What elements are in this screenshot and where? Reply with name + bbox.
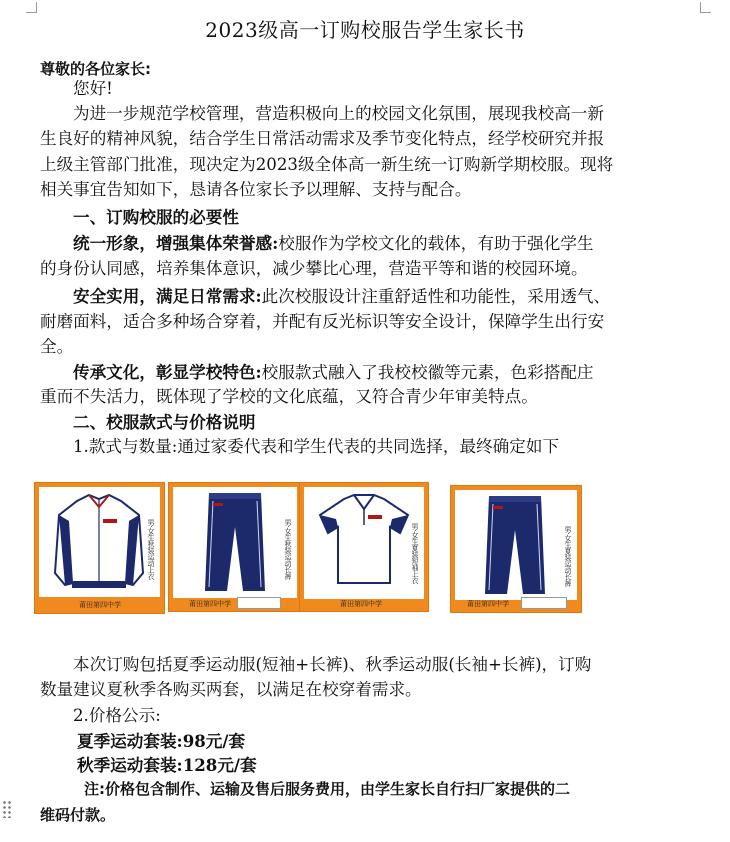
paragraph-line [73,283,610,310]
paragraph-line: 的身份认同感，培养集体意识，减少攀比心理，营造平等和谐的校园环境。 [40,259,588,278]
figure-image-area [304,487,424,599]
paragraph-lead: 统一形象，增强集体荣誉感: [73,233,279,253]
order-line: 数量建议夏秋季各购买两套，以满足在校穿着需求。 [40,680,422,699]
intro-line: 相关事宜告知如下，恳请各位家长予以理解、支持与配合。 [40,180,472,199]
blank-field [237,597,281,609]
greeting: 尊敬的各位家长: [40,60,151,78]
figure-school-label: 莆田第四中学 [189,600,231,608]
section-heading: 二、校服款式与价格说明 [73,412,256,432]
paragraph-text: 此次校服设计注重舒适性和功能性，采用透气、 [261,287,611,306]
paragraph-lead: 传承文化，彰显学校特色: [73,362,262,382]
figure-pants-summer [450,485,582,613]
section-heading: 一、订购校服的必要性 [73,207,239,227]
figure-school-label: 莆田第四中学 [79,601,121,609]
paragraph-line: 重而不失活力，既体现了学校的文化底蕴，又符合青少年审美特点。 [40,387,538,406]
paragraph-text: 校服款式融入了我校校徽等元素，色彩搭配庄 [261,363,594,382]
figure-jacket [34,482,165,614]
figure-side-label: 男·女生夏装短袖上衣 [411,523,419,584]
paragraph-line: 耐磨面料，适合多种场合穿着，并配有反光标识等安全设计，保障学生出行安 [40,312,605,331]
pants-illustration [455,490,577,600]
order-line: 本次订购包括夏季运动服(短袖+长裤)、秋季运动服(长袖+长裤)，订购 [73,655,592,674]
figure-polo [299,482,429,612]
list-item: 1.款式与数量:通过家委代表和学生代表的共同选择，最终确定如下 [73,437,560,456]
paragraph-text: 校服作为学校文化的载体，有助于强化学生 [278,234,594,253]
pants-illustration [173,487,297,598]
figure-side-label: 男·女生夏装运动长裤 [564,526,572,587]
paragraph-line [73,359,594,386]
page-corner-mark-left [26,2,37,13]
figure-image-area [39,487,160,597]
list-item: 2.价格公示: [73,706,161,725]
intro-line: 生良好的精神风貌，结合学生日常活动需求及季节变化特点，经学校研究并报 [40,129,605,148]
jacket-illustration [39,487,160,597]
figure-school-label: 莆田第四中学 [467,600,509,608]
paragraph-line [73,230,594,257]
intro-line: 上级主管部门批准，现决定为2023级全体高一新生统一订购新学期校服。现将 [40,155,614,174]
note-line: 维码付款。 [40,806,116,824]
figure-image-area [455,490,577,600]
drag-handle-icon[interactable] [2,800,12,818]
uniform-figures [34,482,594,614]
salutation: 您好! [73,79,113,98]
figure-school-label: 莆田第四中学 [340,600,382,608]
polo-illustration [304,487,424,599]
price-autumn: 秋季运动套装:128元/套 [77,755,257,775]
document-title: 2023级高一订购校服告学生家长书 [205,18,525,42]
figure-image-area [173,487,297,598]
intro-line: 为进一步规范学校管理，营造积极向上的校园文化氛围，展现我校高一新 [73,104,604,123]
paragraph-lead: 安全实用，满足日常需求: [73,286,262,306]
figure-side-label: 男·女生秋装运动上衣 [147,519,155,580]
page-corner-mark-right [700,2,711,13]
figure-pants-autumn [168,482,302,612]
price-summer: 夏季运动套装:98元/套 [77,731,246,751]
figure-side-label: 男·女生秋装运动长裤 [284,519,292,580]
paragraph-line: 全。 [40,337,74,356]
blank-field [521,597,567,609]
note-line: 注:价格包含制作、运输及售后服务费用，由学生家长自行扫厂家提供的二 [84,780,571,798]
